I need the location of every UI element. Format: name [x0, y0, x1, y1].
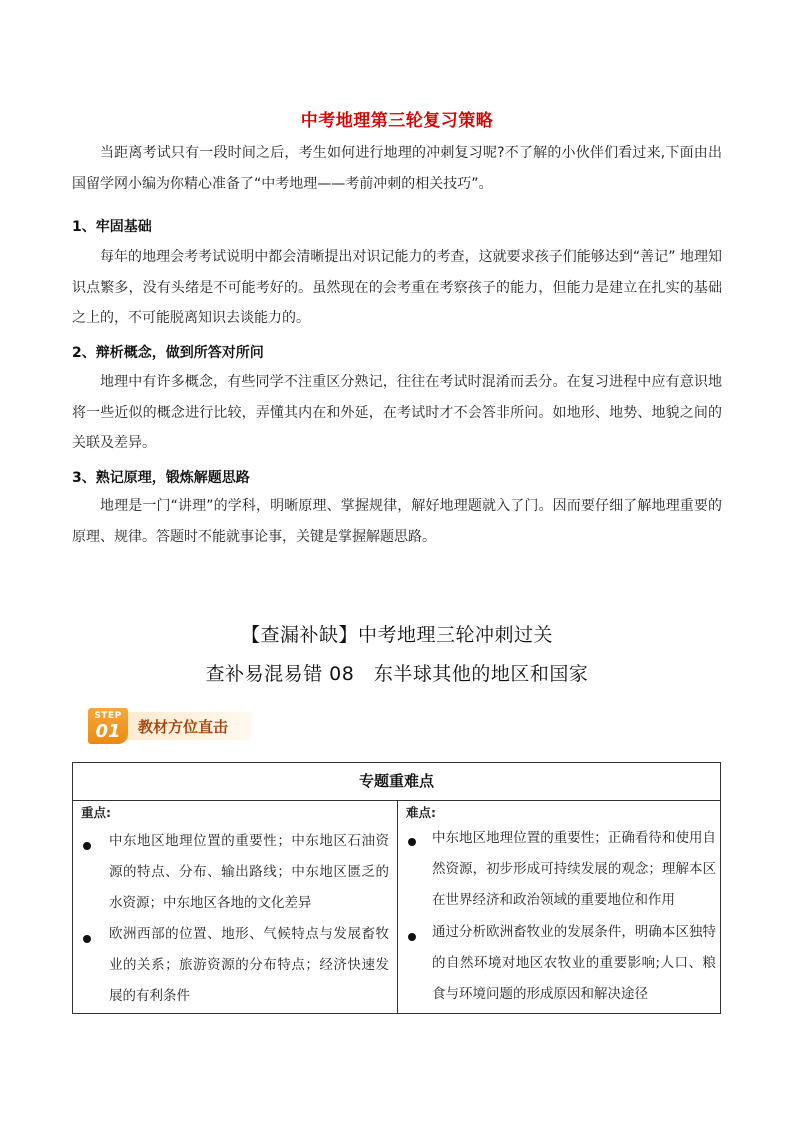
- key-points-table: [72, 762, 721, 1014]
- table-divider: [397, 800, 398, 1014]
- bullet-icon: [408, 933, 416, 941]
- difficult-point-item: 通过分析欧洲畜牧业的发展条件，明确本区独特的自然环境对地区农牧业的重要影响;人口、粮食与环境问题的形成原因和解决途径: [432, 924, 716, 1002]
- section-3-heading: 3、熟记原理，锻炼解题思路: [72, 470, 250, 486]
- step-number: 01: [95, 721, 121, 742]
- bullet-icon: [83, 935, 91, 943]
- step-badge: [88, 708, 128, 744]
- intro-paragraph: 当距离考试只有一段时间之后，考生如何进行地理的冲刺复习呢?不了解的小伙伴们看过来,下面由出国留学网小编为你精心准备了“中考地理——考前冲刺的相关技巧”。: [72, 145, 722, 192]
- section-2-body: 地理中有许多概念，有些同学不注重区分熟记，往往在考试时混淆而丢分。在复习进程中应有意识地将一些近似的概念进行比较，弄懂其内在和外延，在考试时才不会答非所问。如地形、地势、地貌之间的关联及差异。: [72, 374, 722, 451]
- section-1-body: 每年的地理会考考试说明中都会清晰提出对识记能力的考查，这就要求孩子们能够达到“善记” 地理知识点繁多，没有头绪是不可能考好的。虽然现在的会考重在考察孩子的能力，但能力是建立在扎实的基础之上的，不可能脱离知识去谈能力的。: [72, 249, 722, 326]
- step-label: 教材方位直击: [138, 718, 229, 736]
- key-point-item: 中东地区地理位置的重要性；中东地区石油资源的特点、分布、输出路线；中东地区匮乏的水资源；中东地区各地的文化差异: [109, 833, 389, 911]
- section-title-line1: 【查漏补缺】中考地理三轮冲刺过关: [240, 624, 553, 646]
- section-3-body: 地理是一门“讲理”的学科，明晰原理、掌握规律，解好地理题就入了门。因而要仔细了解地理重要的原理、规律。答题时不能就事论事，关键是掌握解题思路。: [72, 498, 722, 545]
- section-1-heading: 1、牢固基础: [72, 219, 152, 235]
- step-banner: [88, 708, 253, 744]
- section-title-line2: 查补易混易错 08 东半球其他的地区和国家: [205, 663, 589, 685]
- key-point-item: 欧洲西部的位置、地形、气候特点与发展畜牧业的关系；旅游资源的分布特点；经济快速发展的有利条件: [109, 926, 389, 1004]
- step-word: STEP: [94, 711, 122, 721]
- difficult-point-item: 中东地区地理位置的重要性；正确看待和使用自然资源，初步形成可持续发展的观念；理解本区在世界经济和政治领域的重要地位和作用: [432, 830, 716, 908]
- difficult-points-label: 难点:: [406, 805, 436, 820]
- document-title: 中考地理第三轮复习策略: [300, 111, 494, 131]
- bullet-icon: [408, 838, 416, 846]
- section-2-heading: 2、辩析概念，做到所答对所问: [72, 345, 264, 361]
- table-header: 专题重难点: [73, 763, 720, 801]
- key-points-label: 重点:: [81, 805, 111, 820]
- bullet-icon: [83, 842, 91, 850]
